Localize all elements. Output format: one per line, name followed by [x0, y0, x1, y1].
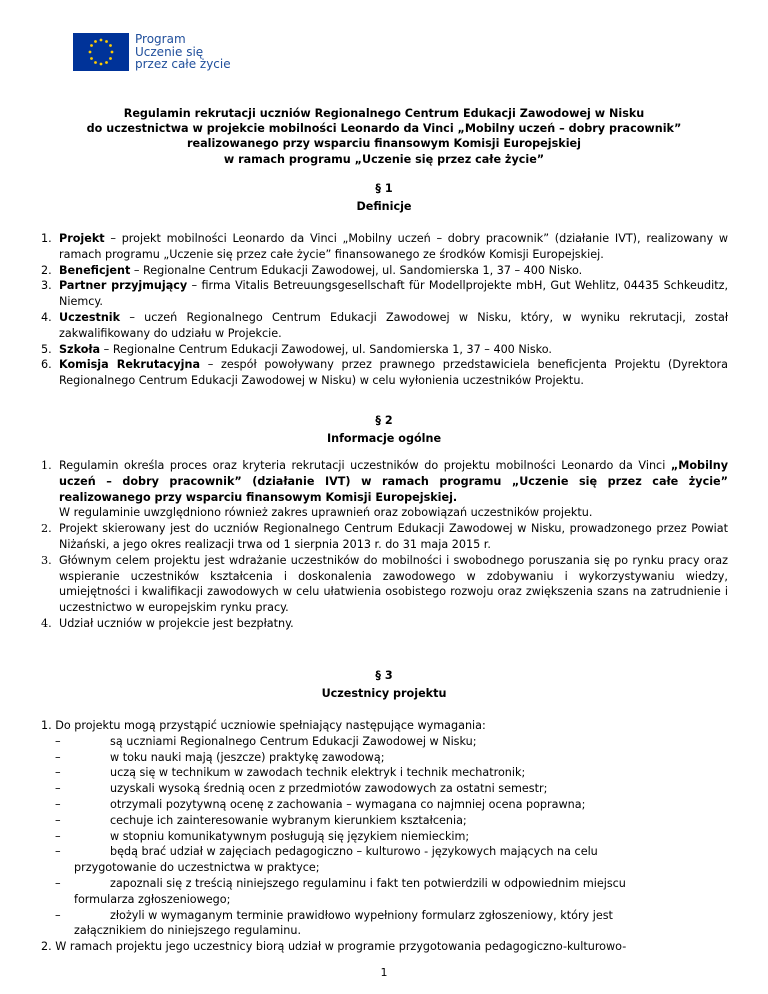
section-1-heading [0, 180, 768, 216]
requirement-item: – będą brać udział w zajęciach pedagogiczno – kulturowo - językowych mających na celu [55, 845, 598, 859]
list-item: 1. Regulamin określa proces oraz kryteria rekrutacji uczestników do projektu mobilności Leonardo da Vinci „Mobilny uczeń – dobry pracownik” (działanie IVT) w ramach programu „Uczenie się przez całe życie” realizowanego przy wsparciu finansowym Komisji Europejskiej. W regulaminie uwzględniono również zakres uprawnień oraz zobowiązań uczestników projektu. [41, 459, 728, 520]
requirement-item: – otrzymali pozytywną ocenę z zachowania – wymagana co najmniej ocena poprawna; [55, 797, 586, 811]
title-line: Regulamin rekrutacji uczniów Regionalnego Centrum Edukacji Zawodowej w Nisku [123, 107, 645, 120]
definition-item: 6. Komisja Rekrutacyjna – zespół powoływany przez prawnego przedstawiciela beneficjenta Projektu (Dyrektora Regionalnego Centrum Edukacji Zawodowej w Nisku) w celu wyłonienia uczestników Projektu. [41, 358, 729, 388]
document-title [60, 106, 708, 167]
requirement-item: – cechuje ich zainteresowanie wybranym kierunkiem kształcenia; [55, 813, 467, 827]
section-title: Informacje ogólne [326, 432, 442, 445]
title-line: do uczestnictwa w projekcie mobilności Leonardo da Vinci „Mobilny uczeń – dobry pracownik” [86, 122, 682, 136]
list-item: 2. Projekt skierowany jest do uczniów Regionalnego Centrum Edukacji Zawodowej w Nisku, prowadzonego przez Powiat Niżański, a jego okres realizacji trwa od 1 sierpnia 2013 r. do 31 maja 2015 r. [41, 522, 728, 551]
section-title: Uczestnicy projektu [321, 687, 447, 700]
eu-flag-icon [73, 33, 129, 71]
requirement-item: – zapoznali się z treścią niniejszego regulaminu i fakt ten potwierdzili w odpowiednim miejscu [55, 876, 626, 890]
logo-line: Program [135, 32, 186, 47]
section-3-list [41, 718, 728, 955]
program-name [135, 33, 231, 71]
title-line: realizowanego przy wsparciu finansowym Komisji Europejskiej [187, 137, 581, 151]
requirement-item: – złożyli w wymaganym terminie prawidłowo wypełniony formularz zgłoszeniowy, który jest [55, 908, 613, 922]
requirement-continuation: załącznikiem do niniejszego regulaminu. [74, 924, 302, 938]
section-2-heading [0, 412, 768, 448]
requirement-item: – uczą się w technikum w zawodach technik elektryk i technik mechatronik; [55, 766, 526, 780]
requirement-item: – w stopniu komunikatywnym posługują się językiem niemieckim; [55, 829, 470, 843]
logo-line: przez całe życie [135, 57, 231, 72]
section-number: § 2 [375, 414, 393, 427]
definition-item: 3. Partner przyjmujący – firma Vitalis Betreuungsgesellschaft für Modellprojekte mbH, Gut Wehlitz, 04435 Schkeuditz, Niemcy. [41, 279, 729, 309]
requirement-continuation: przygotowanie do uczestnictwa w praktyce; [74, 861, 320, 875]
requirement-item: – są uczniami Regionalnego Centrum Edukacji Zawodowej w Nisku; [55, 734, 477, 748]
definition-item: 5. Szkoła – Regionalne Centrum Edukacji Zawodowej, ul. Sandomierska 1, 37 – 400 Nisko. [41, 342, 552, 356]
definition-term: Szkoła [59, 342, 101, 356]
section-1-list [41, 231, 728, 389]
requirement-continuation: formularza zgłoszeniowego; [74, 892, 231, 906]
list-item: 4. Udział uczniów w projekcie jest bezpłatny. [41, 616, 294, 630]
section-3-heading [0, 667, 768, 703]
definition-term: Beneficjent [59, 263, 131, 277]
section-title: Definicje [356, 200, 412, 213]
list-item: 3. Głównym celem projektu jest wdrażanie uczestników do mobilności i swobodnego poruszania się po rynku pracy oraz wspieranie uczestników kształcenia i doskonalenia zawodowego w zdobywaniu i wykorzystywaniu wiedzy, umiejętności i kwalifikacji zawodowych w celu ułatwienia osobistego rozwoju oraz zwiększenia szans na zatrudnienie i uczestnictwo w europejskim rynku pracy. [41, 553, 728, 615]
definition-item: 2. Beneficjent – Regionalne Centrum Edukacji Zawodowej, ul. Sandomierska 1, 37 – 400 Nisko. [41, 263, 583, 277]
paragraph: 2. W ramach projektu jego uczestnicy biorą udział w programie przygotowania pedagogiczno-kulturowo- [41, 940, 627, 954]
logo-line: Uczenie się [135, 44, 204, 59]
section-2-list [41, 458, 728, 632]
page-number: 1 [380, 966, 388, 979]
definition-term: Partner przyjmujący [59, 279, 188, 293]
section-number: § 1 [375, 182, 393, 195]
definition-item: 4. Uczestnik – uczeń Regionalnego Centrum Edukacji Zawodowej w Nisku, który, w wyniku rekrutacji, został zakwalifikowany do udziału w Projekcie. [41, 310, 728, 340]
requirement-item: – w toku nauki mają (jeszcze) praktykę zawodową; [55, 750, 385, 764]
requirement-item: – uzyskali wysoką średnią ocen z przedmiotów zawodowych za ostatni semestr; [55, 782, 548, 796]
definition-term: Komisja Rekrutacyjna [59, 358, 201, 372]
section-number: § 3 [375, 669, 393, 682]
title-line: w ramach programu „Uczenie się przez całe życie” [223, 152, 545, 166]
definition-term: Projekt [59, 232, 105, 245]
definition-term: Uczestnik [59, 310, 121, 324]
definition-item: 1. Projekt – projekt mobilności Leonardo da Vinci „Mobilny uczeń – dobry pracownik” (działanie IVT), realizowany w ramach programu „Uczenie się przez całe życie” finansowanego ze środków Komisji Europejskiej. [41, 232, 728, 261]
requirements-intro: 1. Do projektu mogą przystąpić uczniowie spełniający następujące wymagania: [41, 719, 486, 732]
program-logo [73, 33, 231, 71]
